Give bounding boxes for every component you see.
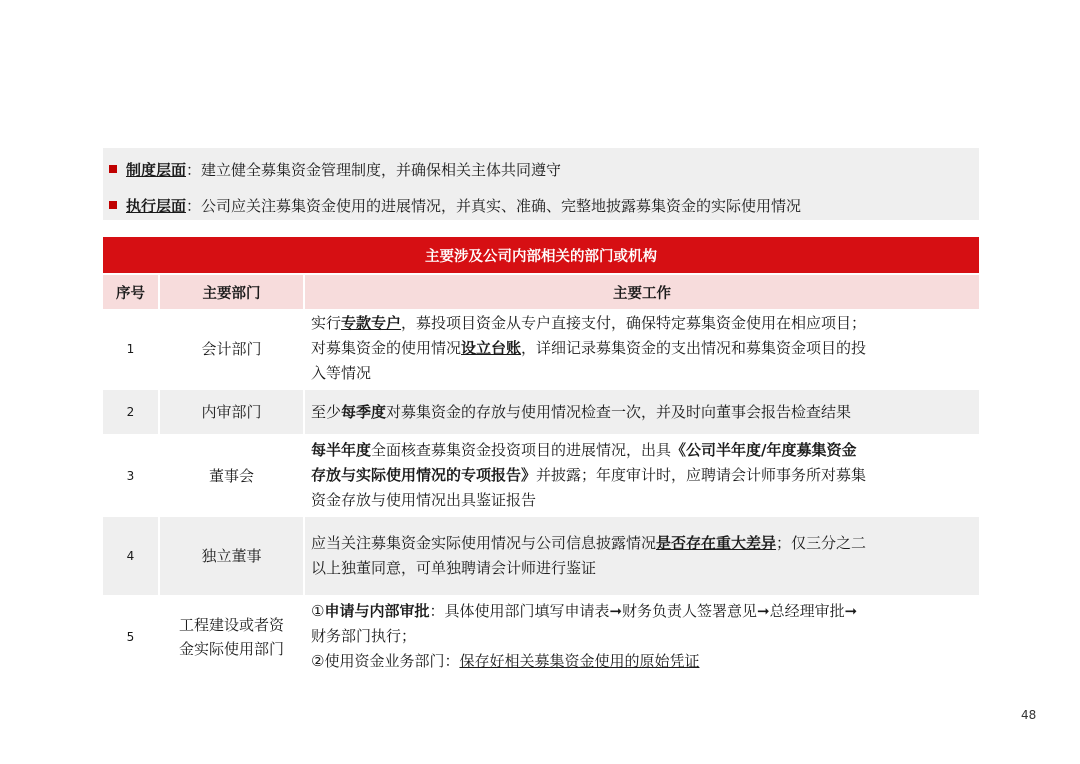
departments-table (103, 275, 979, 678)
row-dept: 会计部门 (159, 309, 304, 389)
summary-line-execution (109, 196, 801, 216)
row-dept: 独立董事 (159, 516, 304, 596)
row-dept: 工程建设或者资 金实际使用部门 (159, 596, 304, 677)
row-work: 至少每季度对募集资金的存放与使用情况检查一次，并及时向董事会报告检查结果 (304, 389, 979, 435)
row-index: 3 (103, 435, 159, 516)
summary-box (103, 148, 979, 220)
row-work: 每半年度全面核查募集资金投资项目的进展情况，出具《公司半年度/年度募集资金 存放与实际使用情况的专项报告》并披露；年度审计时，应聘请会计师事务所对募集 资金存放与使用情况出具鉴证报告 (304, 435, 979, 516)
row-work: 实行专款专户，募投项目资金从专户直接支付，确保特定募集资金使用在相应项目； 对募集资金的使用情况设立台账，详细记录募集资金的支出情况和募集资金项目的投 入等情况 (304, 309, 979, 389)
row-dept: 内审部门 (159, 389, 304, 435)
row-work: 应当关注募集资金实际使用情况与公司信息披露情况是否存在重大差异；仅三分之二 以上独董同意，可单独聘请会计师进行鉴证 (304, 516, 979, 596)
summary-text: ：建立健全募集资金管理制度，并确保相关主体共同遵守 (186, 161, 562, 179)
row-work: ①申请与内部审批：具体使用部门填写申请表➞财务负责人签署意见➞总经理审批➞ 财务部门执行； ②使用资金业务部门：保存好相关募集资金使用的原始凭证 (304, 596, 979, 677)
row-index: 2 (103, 389, 159, 435)
table-row (103, 596, 979, 677)
square-bullet-icon (109, 165, 117, 173)
row-index: 5 (103, 596, 159, 677)
row-index: 4 (103, 516, 159, 596)
page-number: 48 (1021, 708, 1037, 722)
table-header-row (103, 275, 979, 309)
header-work: 主要工作 (304, 275, 979, 309)
header-dept: 主要部门 (159, 275, 304, 309)
table-row (103, 516, 979, 596)
table-banner: 主要涉及公司内部相关的部门或机构 (103, 237, 979, 273)
table-row (103, 389, 979, 435)
summary-text: ：公司应关注募集资金使用的进展情况，并真实、准确、完整地披露募集资金的实际使用情况 (186, 197, 802, 215)
summary-title: 执行层面 (126, 197, 187, 215)
row-index: 1 (103, 309, 159, 389)
row-dept: 董事会 (159, 435, 304, 516)
summary-title: 制度层面 (126, 161, 187, 179)
table-row (103, 309, 979, 389)
table-row (103, 435, 979, 516)
square-bullet-icon (109, 201, 117, 209)
header-idx: 序号 (103, 275, 159, 309)
summary-line-system (109, 160, 561, 180)
